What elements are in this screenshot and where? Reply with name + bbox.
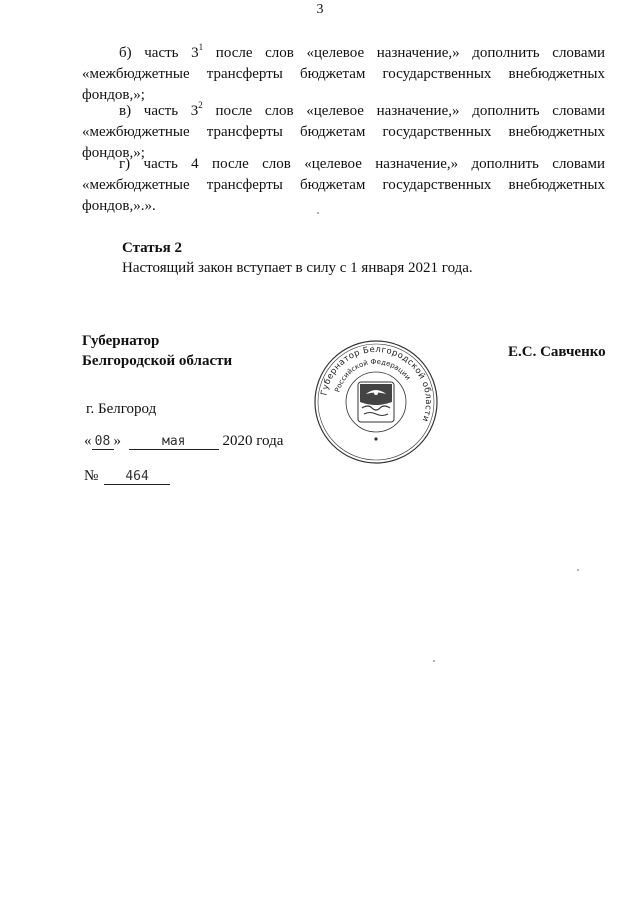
paragraph-b-line-2: «межбюджетные трансферты бюджетам государственных внебюджетных <box>82 66 605 82</box>
paragraph-b-text-start: б) часть 3 <box>119 45 199 61</box>
date-day: 08 <box>92 434 114 450</box>
article-text: Настоящий закон вступает в силу с 1 января 2021 года. <box>122 260 473 276</box>
paragraph-v-line-2: «межбюджетные трансферты бюджетам государственных внебюджетных <box>82 124 605 140</box>
scan-speck <box>577 569 579 571</box>
number-value: 464 <box>104 469 170 485</box>
article-title: Статья 2 <box>122 240 182 256</box>
paragraph-v-line-1 <box>82 101 605 122</box>
official-seal-icon <box>312 338 440 466</box>
superscript: 1 <box>198 42 204 52</box>
signing-date <box>84 433 283 450</box>
paragraph-b-line-1 <box>82 43 605 64</box>
page-number: 3 <box>316 2 324 17</box>
paragraph-b-line-3: фондов,»; <box>82 87 145 103</box>
signatory-position-line-1: Губернатор <box>82 333 160 349</box>
date-open-quote: « <box>84 433 92 449</box>
document-number <box>84 468 170 485</box>
paragraph-v-text-end: после слов «целевое назначение,» дополнить словами <box>202 103 605 119</box>
seal-outer-text: Губернатор Белгородской области <box>319 344 434 424</box>
number-sign: № <box>84 468 99 484</box>
date-close-quote: » <box>113 433 121 449</box>
paragraph-g-line-1: г) часть 4 после слов «целевое назначение,» дополнить словами <box>119 156 605 172</box>
place-of-signing: г. Белгород <box>86 401 157 417</box>
paragraph-v-line-3: фондов,»; <box>82 145 145 161</box>
paragraph-v-text-start: в) часть 3 <box>119 103 199 119</box>
scan-speck <box>317 212 319 214</box>
date-year: 2020 года <box>222 433 284 449</box>
signatory-position <box>82 331 232 371</box>
signatory-name: Е.С. Савченко <box>508 344 606 360</box>
superscript: 2 <box>198 100 203 110</box>
seal-inner-text: Российской Федерации <box>333 357 413 394</box>
paragraph-g-line-3: фондов,».». <box>82 198 156 214</box>
paragraph-b-text-end: после слов «целевое назначение,» дополнить словами <box>203 45 605 61</box>
date-month: мая <box>129 434 219 450</box>
paragraph-g <box>82 154 605 217</box>
paragraph-g-line-2: «межбюджетные трансферты бюджетам государственных внебюджетных <box>82 177 605 193</box>
scan-speck <box>433 660 435 662</box>
signatory-position-line-2: Белгородской области <box>82 353 233 369</box>
paragraph-b <box>82 43 605 106</box>
